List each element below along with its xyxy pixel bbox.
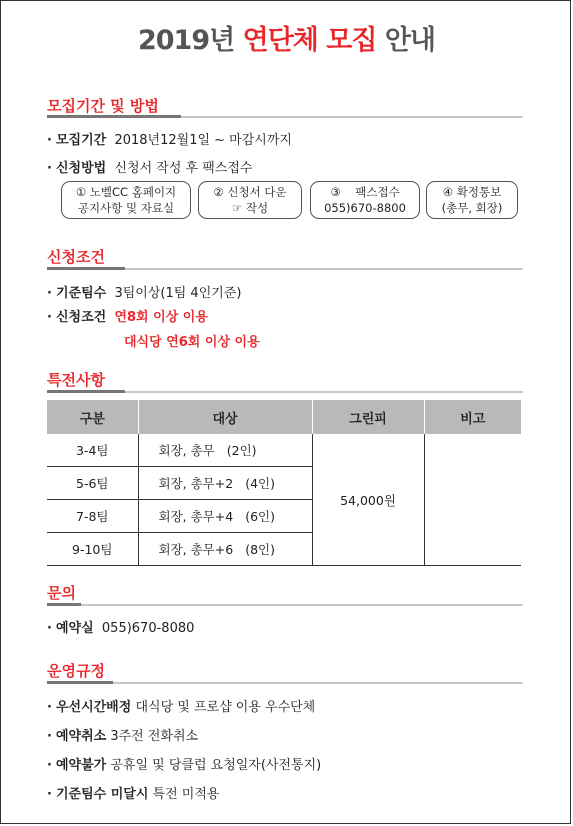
step-box-3: ③ 팩스접수 055)670-8800 xyxy=(310,181,420,219)
rules-item-1: · 우선시간배정 대식당 및 프로샵 이용 우수단체 xyxy=(47,700,316,715)
section-heading-conditions: 신청조건 xyxy=(47,248,105,266)
green-fee-cell: 54,000원 xyxy=(312,434,424,566)
contact-item: · 예약실 055)670-8080 xyxy=(47,621,195,636)
conditions-item-1: · 기준팀수 3팀이상(1팀 4인기준) xyxy=(47,286,242,301)
table-row: 5-6팀 회장, 총무+2 (4인) xyxy=(47,467,521,500)
period-item-1: · 모집기간 2018년12월1일 ~ 마감시까지 xyxy=(47,133,292,148)
step-box-2: ② 신청서 다운 ☞ 작성 xyxy=(198,181,302,219)
table-row: 3-4팀 회장, 총무 (2인) 54,000원 xyxy=(47,434,521,467)
conditions-item-2: · 신청조건 연8회 이상 이용 xyxy=(47,310,208,325)
note-cell xyxy=(424,434,521,566)
header-cell: 비고 xyxy=(424,400,521,434)
table-row: 9-10팀 회장, 총무+6 (8인) xyxy=(47,533,521,566)
section-heading-period: 모집기간 및 방법 xyxy=(47,97,159,115)
step-box-4: ④ 확정통보 (총무, 회장) xyxy=(426,181,518,219)
section-underline xyxy=(47,603,81,606)
section-heading-contact: 문의 xyxy=(47,584,76,602)
perks-table xyxy=(47,400,521,566)
step-box-1: ① 노벨CC 홈페이지 공지사항 및 자료실 xyxy=(61,181,191,219)
title-highlight: 연단체 모집 xyxy=(242,25,377,56)
section-divider xyxy=(47,682,523,684)
section-underline xyxy=(47,681,113,684)
title-tail: 안내 xyxy=(384,25,436,56)
header-cell: 그린피 xyxy=(312,400,424,434)
section-heading-rules: 운영규정 xyxy=(47,662,105,680)
title-year: 2019년 xyxy=(137,25,235,56)
conditions-item-2-extra: 대식당 연6회 이상 이용 xyxy=(124,335,260,350)
rules-item-4: · 기준팀수 미달시 특전 미적용 xyxy=(47,787,220,802)
rules-item-2: · 예약취소 3주전 전화취소 xyxy=(47,729,199,744)
section-heading-perks: 특전사항 xyxy=(47,371,105,389)
header-cell: 대상 xyxy=(138,400,312,434)
header-cell: 구분 xyxy=(47,400,138,434)
table-row: 7-8팀 회장, 총무+4 (6인) xyxy=(47,500,521,533)
page-title xyxy=(0,18,573,57)
period-item-2: · 신청방법 신청서 작성 후 팩스접수 xyxy=(47,161,253,176)
rules-item-3: · 예약불가 공휴일 및 당클럽 요청일자(사전통지) xyxy=(47,758,322,773)
section-underline xyxy=(47,267,125,270)
section-divider xyxy=(47,604,523,606)
section-underline xyxy=(47,115,181,118)
section-underline xyxy=(47,390,125,393)
